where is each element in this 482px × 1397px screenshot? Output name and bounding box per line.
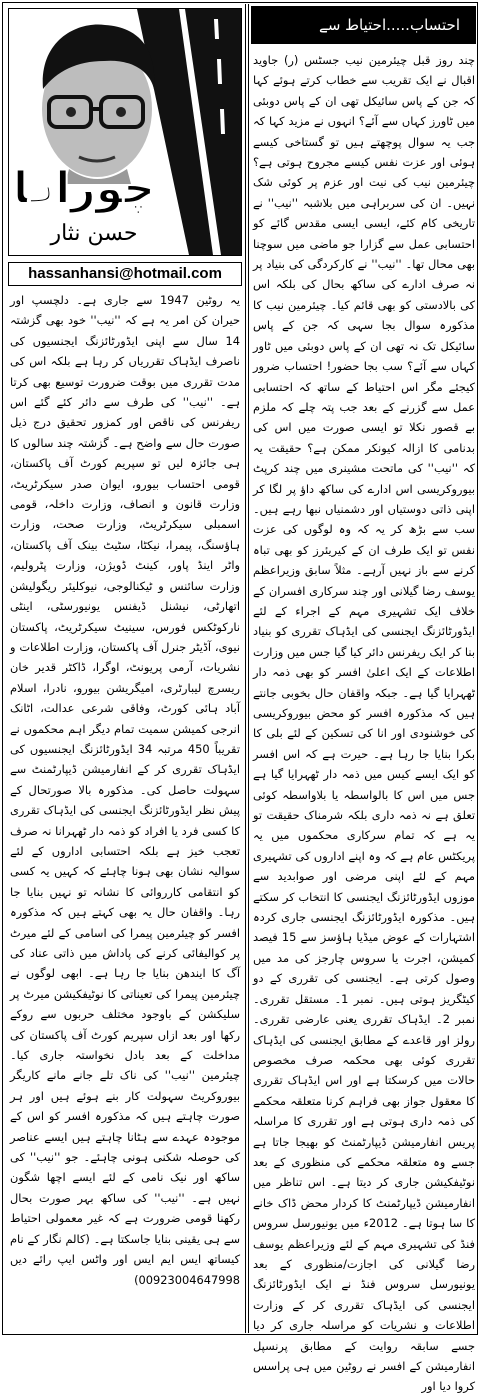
article-text-right (253, 50, 476, 1394)
column-divider (245, 4, 249, 1333)
author-email[interactable]: hassanhansi@hotmail.com (8, 262, 242, 286)
column-headline: احتساب.....احتیاط سے (251, 6, 476, 44)
article-paragraph-left: یہ روٹین 1947 سے جاری ہے۔ دلچسپ اور حیران کن امر یہ ہے کہ ''نیب'' خود بھی گزشتہ 14 سال سے اپنی ایڈورٹائزنگ ایجنسیوں کی ناصرف ایڈہاک تقرریاں کر رہا ہے بلکہ اس کی مدت تقرری میں بوقت ضرورت توسیع بھی کرتا ہے۔ ''نیب'' کی طرف سے دائر کئے گئے اس ریفرنس کی ناقص اور کمزور تحقیق درج ذیل صورت حال سے واضح ہے۔ گزشتہ چند سالوں کا ہی جائزہ لیں تو سپریم کورٹ آف پاکستان، قومی احتساب بیورو، ایوان صدر سیکرٹریٹ، وزارت قانون و انصاف، وزارت داخلہ، قومی اسمبلی سیکرٹریٹ، وزارت صحت، وزارت ہاؤسنگ، پیمرا، نیکٹا، سٹیٹ بینک آف پاکستان، واٹر اینڈ پاور، کینٹ ڈویژن، وزارت پٹرولیم، وزارت سائنس و ٹیکنالوجی، نیوکلیئر ریگولیشن اتھارٹی، نیشنل ڈیفنس یونیورسٹی، اینٹی نارکوٹکس فورس، سینیٹ سیکرٹریٹ، پاکستان نیوی، آڈیٹر جنرل آف پاکستان، وزارت اطلاعات و نشریات، آرمی پریونٹ، اوگرا، ڈاکٹر قدیر خان ریسرچ لیبارٹری، امیگریشن بیورو، نادرا، اسلام آباد ہائی کورٹ، وفاقی شرعی عدالت، اٹانک انرجی کمیشن سمیت تمام دیگر اہم محکموں نے تقریباً 450 مرتبہ 34 ایڈورٹائزنگ ایجنسیوں کی ایڈہاک تقرری کر کے انفارمیشن ڈیپارٹمنٹ سے سہولت حاصل کی۔ مذکورہ بالا صورتحال کے پیش نظر ایڈورٹائزنگ ایجنسی کی ایڈہاک تقرری کا کسی فرد یا افراد کو ذمہ دار ٹھہرانا نہ صرف تعجب خیز ہے بلکہ احتسابی اداروں کے لئے سوالیہ نشان بھی ہونا چاہئے کہ کہیں یہ کسی کو انتقامی کارروائی کا نشانہ تو نہیں بنایا جا رہا۔ واقفان حال یہ بھی کہتے ہیں کہ مذکورہ افسر کو چیئرمین پیمرا کی اسامی کے لئے میرٹ پر کوالیفائی کرنے کی پاداش میں ذاتی عناد کی آگ کا ایندھن بنایا جا رہا ہے۔ ابھی لوگوں نے چیئرمین پیمرا کی تعیناتی کا نوٹیفکیشن میرٹ پر سلیکشن کے باوجود مختلف حربوں سے روکے رکھا اور بعد ازاں سپریم کورٹ آف پاکستان کی مداخلت کے بعد بادل نخواستہ جاری کیا۔ چیئرمین ''نیب'' کی ناک تلے جانے مانے کاریگر بیوروکریٹ سہولت کار بنے ہوئے ہیں اور ہر صورت چاہتے ہیں کہ مذکورہ افسر کو اس کے موجودہ عہدے سے ہٹانا چاہتے ہیں ایسے عناصر کی حوصلہ شکنی ہونی چاہئے۔ جو ''نیب'' کی ساکھ اور نیک نامی کے لئے ایسے اچھا شگون نہیں ہے۔ ''نیب'' کی ساکھ بہر صورت بحال رکھنا قومی ضرورت ہے کہ غیر معمولی احتیاط سے ہی یقینی بنایا جاسکتا ہے۔ (کالم نگار کے نام کیساتھ ایس ایم ایس اور واٹس ایپ رائے دیں 00923004647998) (10, 293, 240, 1287)
author-signature: حسن نثار (50, 221, 138, 246)
article-paragraph-right: چند روز قبل چیئرمین نیب جسٹس (ر) جاوید اقبال نے ایک تقریب سے خطاب کرتے ہوئے کہا کہ جن کے پاس سائیکل تھی ان کے پاس دوبئی میں ٹاورز کہاں سے آئے؟ انہوں نے مزید کہا کہ جب یہ سوال پوچھتے ہیں تو گستاخی کیسے ہوئی اور عزت نفس کیسے مجروح ہوتی ہے؟ چیئرمین نیب کی نیت اور عزم پر کوئی شک نہیں۔ ان کی سربراہی میں بلاشبہ ''نیب'' نے تاریخی کام کئے، ایسی ایسی مقدس گائے کو احتسابی عمل سے گزارا جو ماضی میں سوچنا بھی محال تھا۔ ''نیب'' نے کارکردگی کی بنیاد پر نہ صرف ادارے کی ساکھ بحال کی بلکہ اس کی بالادستی کو بھی قائم کیا۔ چیئرمین نیب کا مذکورہ سوال بجا سہی کہ جن کے پاس سائیکل تک نہ تھی ان کے پاس دوبئی میں ٹاور کہاں سے آئے؟ سب بجا حضور! احتساب ضرور کیجئے مگر اس احتیاط کے ساتھ کہ احتسابی عمل سے گزرنے کے بعد جب پتہ چلے کہ ملزم بے قصور نکلا تو ایسی صورت میں اس کی بدنامی کا ازالہ کیونکر ممکن ہے؟ حقیقت یہ کہ ''نیب'' کی ماتحت مشینری میں چند کرپٹ بیوروکریسی اس ادارے کی ساکھ داؤ پر لگا کر اپنی ذاتی دوستیاں اور دشمنیاں نبھا رہے ہیں۔ سب سے بڑھ کر یہ کہ وہ لوگوں کی عزت نفس تو ایک طرف ان کے کیریئرز کو بھی تباہ کرنے سے باز نہیں آرہے۔ مثلاً سابق وزیراعظم یوسف رضا گیلانی اور چند سرکاری افسران کے خلاف ایک تشہیری مہم کے اجراء کے لئے ایڈورٹائزنگ ایجنسی کی ایڈہاک تقرری کو بنیاد بنا کر ایک ریفرنس دائر کیا گیا جس میں وزارت اطلاعات کے ایک اعلیٰ افسر کو بھی ذمہ دار ٹھہرایا گیا ہے۔ جبکہ واقفان حال بخوبی جانتے ہیں کہ مذکورہ افسر کو محض بیوروکریسی کی خوشنودی اور انا کی تسکین کے لئے بلی کا بکرا بنایا جا رہا ہے۔ حیرت ہے کہ اس افسر کو ایک ایسے کیس میں ذمہ دار ٹھہرایا گیا ہے جس میں اس کا بالواسطہ یا بلاواسطہ کوئی تعلق ہے نہ ذمہ داری بلکہ شرمناک حقیقت تو یہ ہے کہ تمام سرکاری محکموں میں یہ پریکٹس عام ہے کہ وہ اپنے اداروں کی تشہیری مہم کے لئے اپنی مرضی اور صوابدید سے موزوں ایڈورٹائزنگ ایجنسی کا انتخاب کر سکتے ہیں۔ مذکورہ ایڈورٹائزنگ ایجنسی جاری کردہ اشتہارات کے عوض میڈیا ہاؤسز سے 15 فیصد کمیشن، اجرت یا سروس چارجز کی مد میں وصول کرتی ہے۔ ایجنسی کی تقرری کے دو کیٹگریز ہوتی ہیں۔ نمبر 1۔ مستقل تقرری۔ نمبر 2۔ ایڈہاک تقرری یعنی عارضی تقرری۔ رولز اور قاعدے کے مطابق ایجنسی کی ایڈہاک تقرری کوئی بھی محکمہ صرف مخصوص حالات میں کرسکتا ہے اور اس ایڈہاک تقرری کا معقول جواز بھی فراہم کرنا متعلقہ محکمے کی ذمہ داری ہوتی ہے اور تقرری کا مراسلہ پریس انفارمیشن ڈیپارٹمنٹ کو بھیجا جاتا ہے جسے وہ متعلقہ محکمے کی منظوری کے بعد نوٹیفکیشن جاری کر دیتا ہے۔ اس تناظر میں انفارمیشن ڈیپارٹمنٹ کا کردار محض ڈاک خانے کا سا ہوتا ہے۔ 2012ء میں یونیورسل سروس فنڈ کی تشہیری مہم کے لئے وزیراعظم یوسف رضا گیلانی کی اجازت/منظوری کے بعد یونیورسل سروس فنڈ نے ایک ایڈورٹائزنگ ایجنسی کی ایڈہاک تقرری کر کے وزارت اطلاعات و نشریات کو مراسلہ جاری کر دیا جسے سابقہ روایت کے مطابق پرنسپل انفارمیشن کے افسر نے روٹین میں ہی پراسس کروا دیا اور (253, 53, 476, 1394)
article-text-left (10, 290, 240, 1330)
series-logo: چوراہا (12, 163, 155, 214)
columnist-photo (8, 8, 242, 256)
